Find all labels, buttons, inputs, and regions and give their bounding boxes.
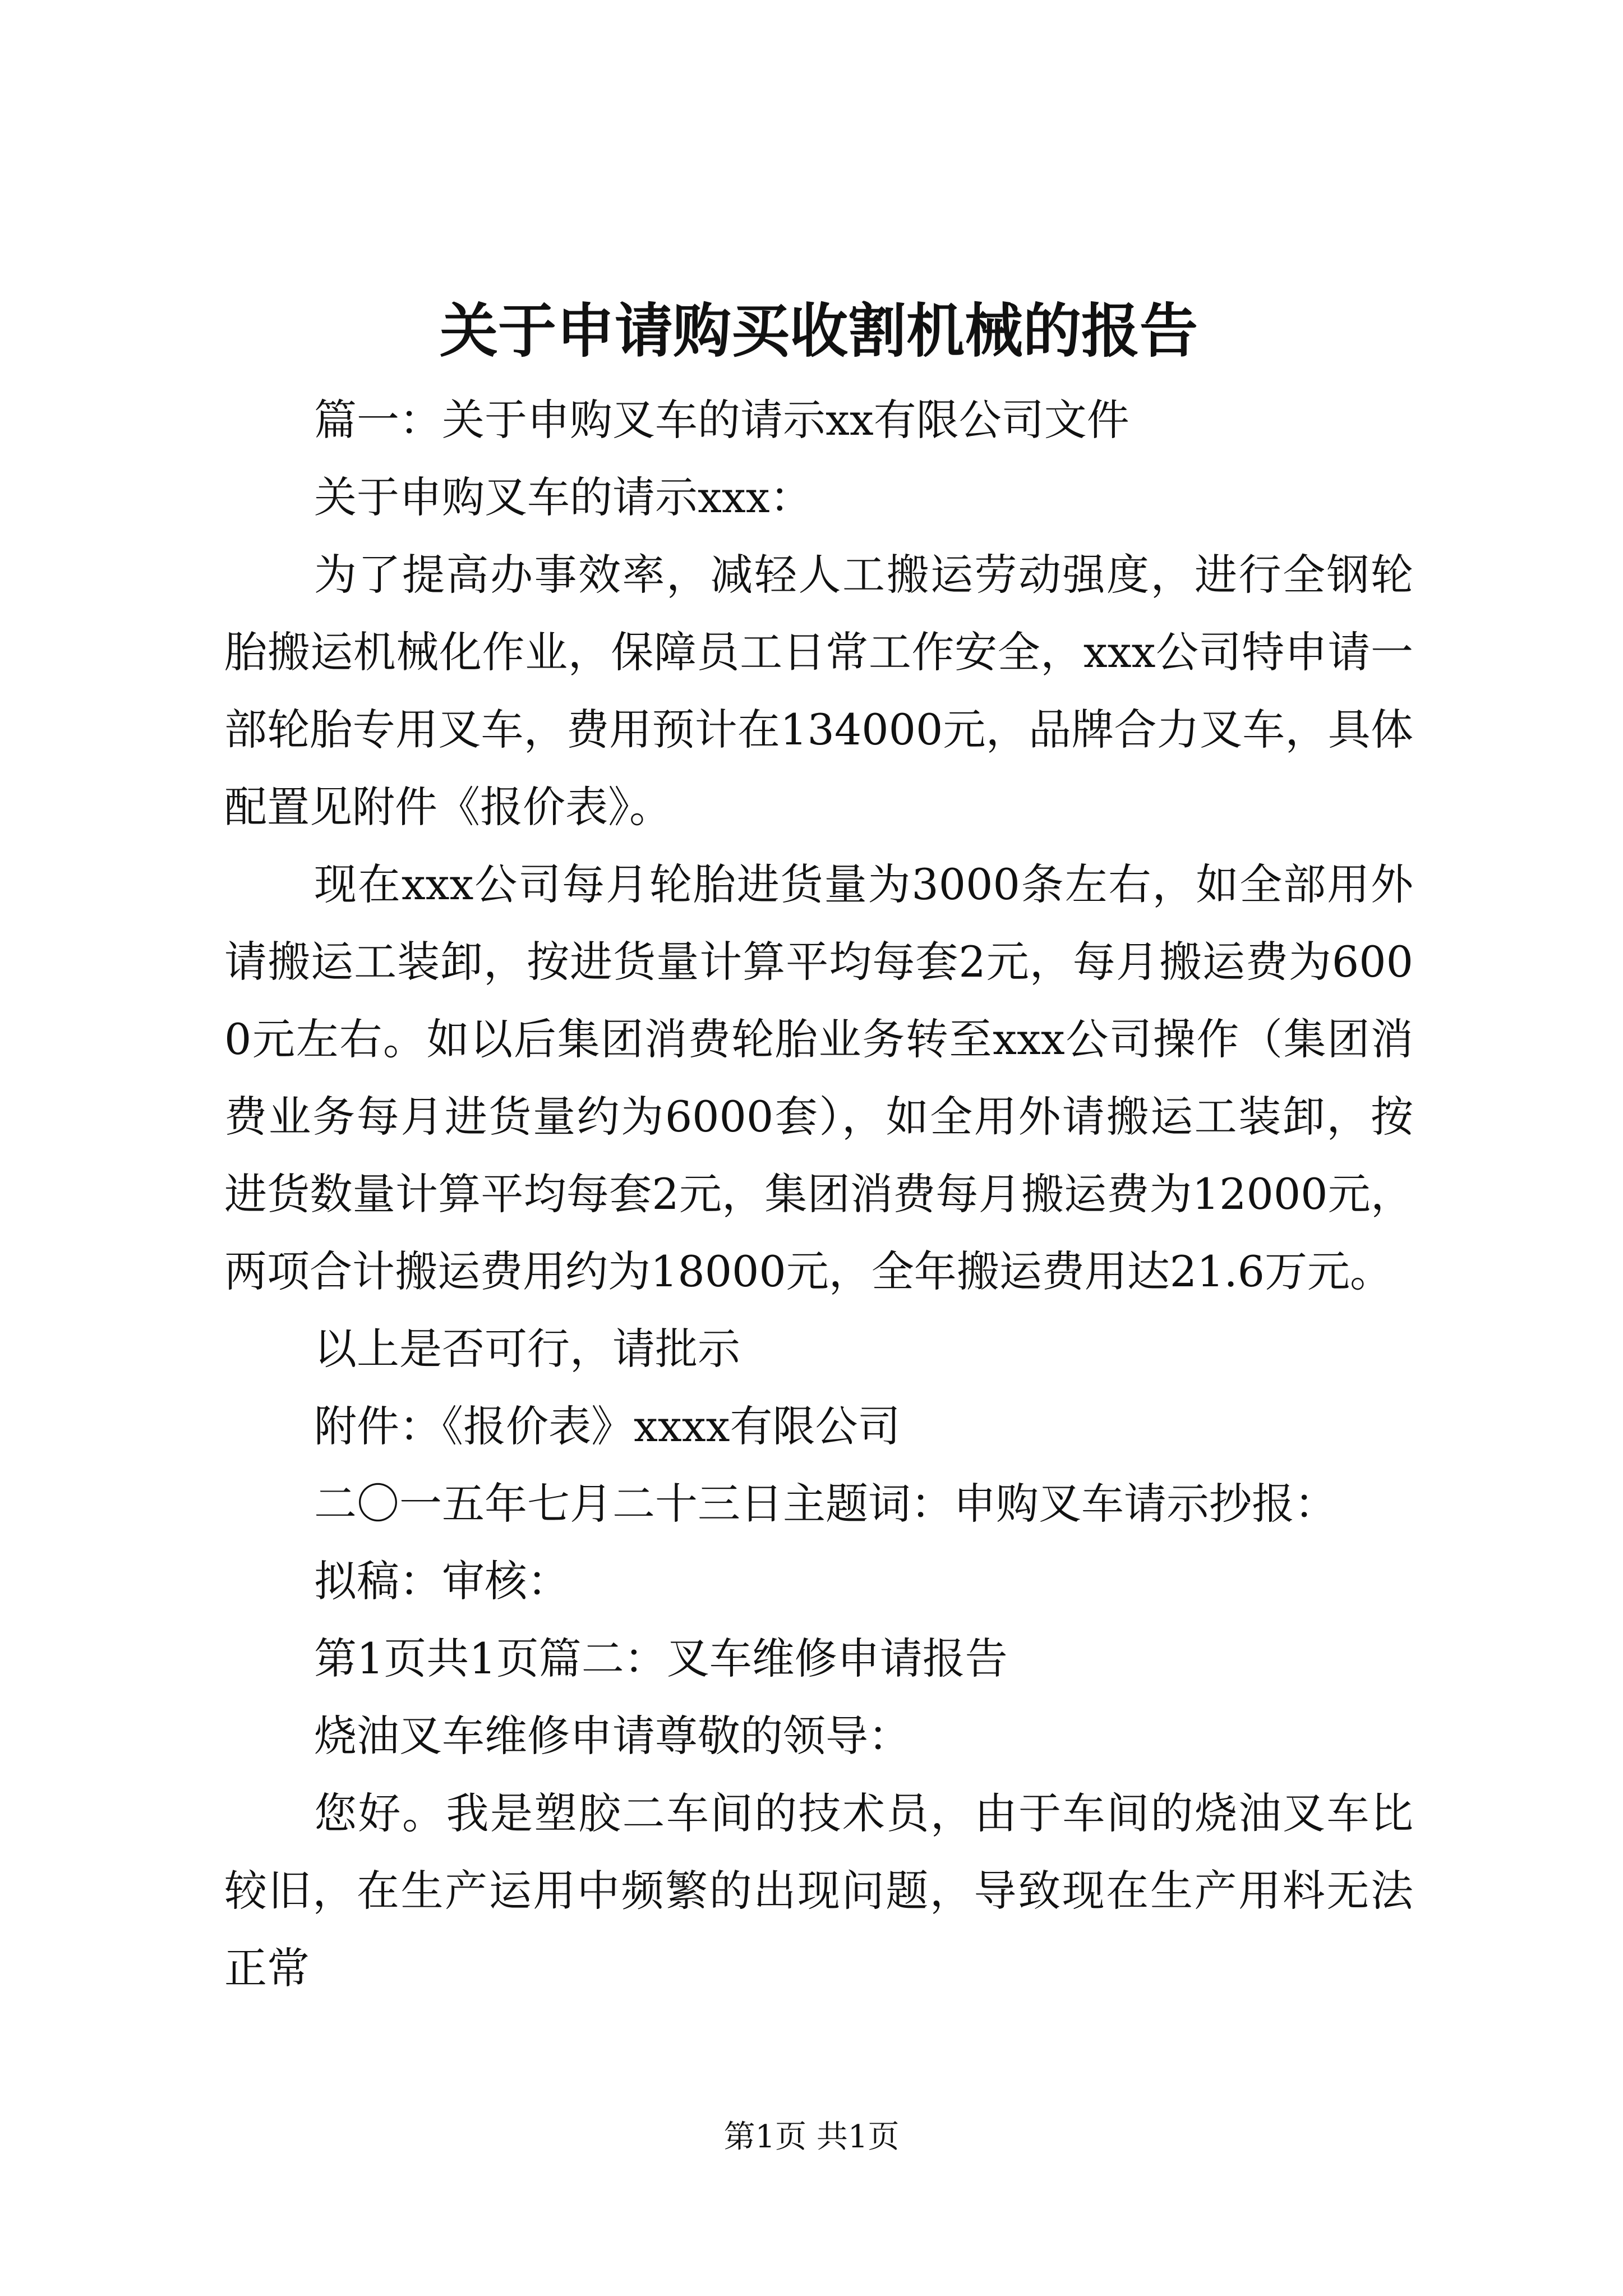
paragraph-6: 附件：《报价表》xxxx有限公司 [314,1401,901,1451]
paragraph-1: 篇一：关于申购叉车的请示xx有限公司文件 [314,395,1129,445]
document-body [224,280,1413,2007]
paragraph-4: 现在xxx公司每月轮胎进货量为3000条左右，如全部用外请搬运工装卸，按进货量计算平均每套2元，每月搬运费为6000元左右。如以后集团消费轮胎业务转至xxx公司操作（集团消费业务每月进货量约为6000套），如全用外请搬运工装卸，按进货数量计算平均每套2元，集团消费每月搬运费为12000元，两项合计搬运费用约为18000元，全年搬运费用达21.6万元。 [224,859,1413,1296]
paragraph-5: 以上是否可行，请批示 [314,1324,740,1374]
document-title: 关于申请购买收割机械的报告 [439,296,1198,365]
paragraph-2: 关于申购叉车的请示xxx： [314,472,813,522]
paragraph-3: 为了提高办事效率，减轻人工搬运劳动强度，进行全钢轮胎搬运机械化作业，保障员工日常工作安全，xxx公司特申请一部轮胎专用叉车，费用预计在134000元，品牌合力叉车，具体配置见附件《报价表》。 [224,550,1413,832]
page-footer: 第1页 共1页 [723,2119,900,2155]
paragraph-9: 第1页共1页篇二：叉车维修申请报告 [314,1634,1008,1683]
paragraph-8: 拟稿：审核： [314,1556,570,1606]
paragraph-10: 烧油叉车维修申请尊敬的领导： [314,1711,911,1761]
paragraph-11: 您好。我是塑胶二车间的技术员，由于车间的烧油叉车比较旧，在生产运用中频繁的出现问题，导致现在生产用料无法正常 [224,1788,1413,1993]
paragraph-7: 二〇一五年七月二十三日主题词：申购叉车请示抄报： [314,1479,1337,1529]
